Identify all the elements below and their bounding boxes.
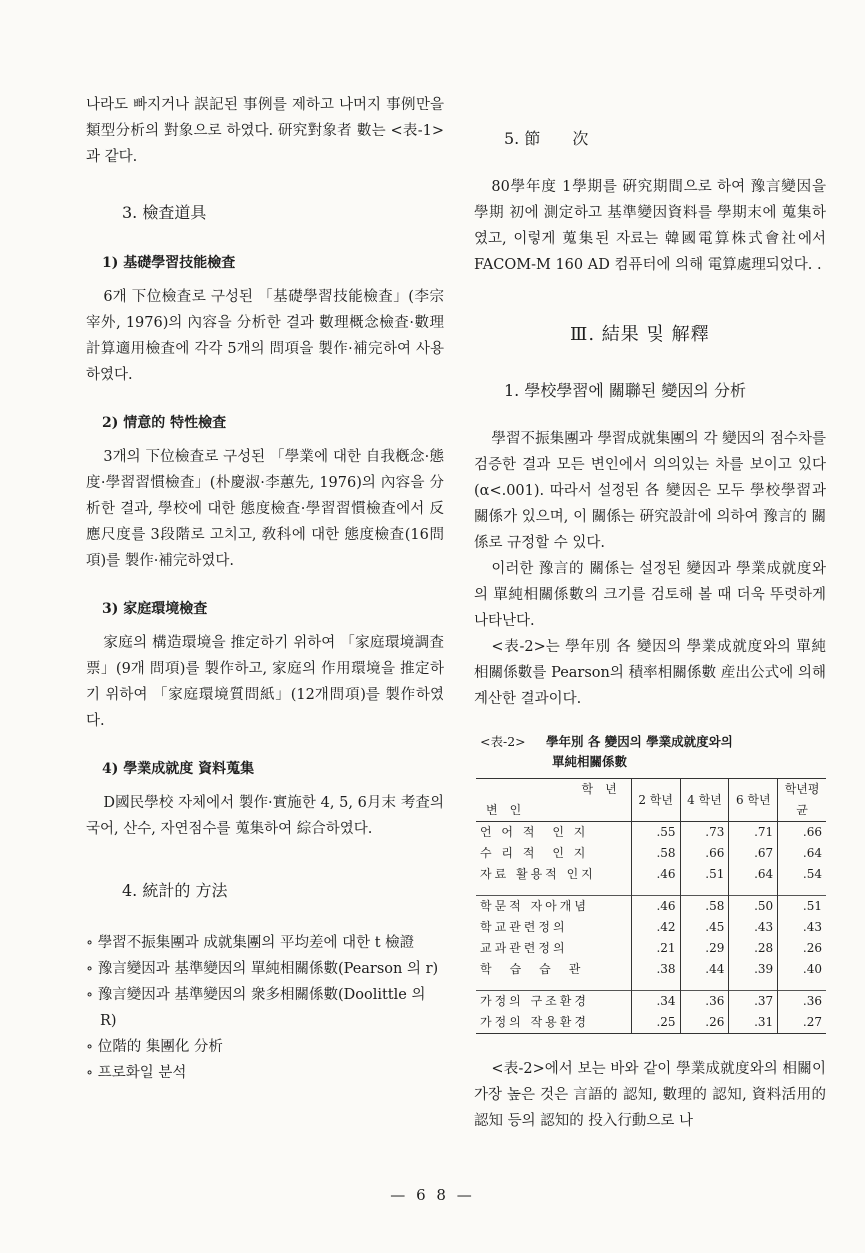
table-cell: .54 <box>778 864 826 885</box>
column-header: 4 학년 <box>680 779 729 822</box>
corner-grade-label: 학 년 <box>581 782 617 796</box>
variable-name: 학교관련정의 <box>480 920 568 934</box>
paragraph-6: 學習不振集團과 學習成就集團의 각 變因의 점수차를 검증한 결과 모든 변인에서 의의있는 차를 보이고 있다(α<.001). 따라서 설정된 各 變因은 모두 學校學習과 關係가 있으며, 이 關係는 硏究設計에 의하여 豫言的 關係로 규정할 수 있다. <box>474 431 826 551</box>
table-cell: .40 <box>778 959 826 980</box>
column-header: 학년평균 <box>778 779 826 822</box>
paragraph-9: <表-2>에서 보는 바와 같이 學業成就度와의 相關이 가장 높은 것은 言語的 認知, 數理的 認知, 資料活用的 認知 등의 認知的 投入行動으로 나 <box>474 1061 826 1129</box>
variable-name: 자료 활용적 인지 <box>480 867 596 881</box>
page-number: — 6 8 — <box>390 1186 475 1204</box>
table-cell: .26 <box>680 1012 729 1034</box>
variable-name: 가정의 구조환경 <box>476 991 631 1013</box>
section-heading-1: 1. 學校學習에 關聯된 變因의 分析 <box>504 381 746 400</box>
table-cell: .43 <box>729 917 778 938</box>
table-caption-line-2: 單純相關係數 <box>552 754 628 769</box>
table-row <box>476 864 826 885</box>
variable-name: 학문적 자아개념 <box>476 896 631 918</box>
table-cell: .64 <box>729 864 778 885</box>
table-cell: .34 <box>631 991 680 1013</box>
table-cell: .26 <box>778 938 826 959</box>
table-cell: .29 <box>680 938 729 959</box>
variable-name: 수 리 적 인 지 <box>480 846 589 860</box>
paragraph-4: D國民學校 자체에서 製作·實施한 4, 5, 6月末 考査의 국어, 산수, 자연점수를 蒐集하여 綜合하였다. <box>86 795 444 837</box>
table-cell: .45 <box>680 917 729 938</box>
section-heading-5: 5. 節 次 <box>504 129 589 148</box>
table-cell: .51 <box>778 896 826 918</box>
table-cell: .36 <box>778 991 826 1013</box>
table-cell: .46 <box>631 864 680 885</box>
table-cell: .39 <box>729 959 778 980</box>
corner-variable-label: 변 인 <box>486 803 522 817</box>
list-item: ∘ 位階的 集團化 分析 <box>86 1034 444 1060</box>
table-cell: .46 <box>631 896 680 918</box>
table-cell: .67 <box>729 843 778 864</box>
group-gap <box>476 885 826 896</box>
table-caption <box>480 732 826 772</box>
left-column <box>86 92 444 1086</box>
table-caption-line-1: 學年別 各 變因의 學業成就度와의 <box>546 734 733 749</box>
table-cell: .44 <box>680 959 729 980</box>
table-cell: .73 <box>680 822 729 844</box>
table-row <box>476 1012 826 1034</box>
column-header: 6 학년 <box>729 779 778 822</box>
variable-name: 언 어 적 인 지 <box>480 825 589 839</box>
paragraph-1: 6개 下位檢査로 구성된 「基礎學習技能檢査」(李宗宰外, 1976)의 內容을 分析한 결과 數理概念檢査·數理計算適用檢査에 각각 5개의 問項을 製作·補完하여 사용하였다. <box>86 289 444 383</box>
table-row <box>476 917 826 938</box>
paragraph-5: 80學年度 1學期를 硏究期間으로 하여 豫言變因을 學期 初에 測定하고 基準變因資料를 學期末에 蒐集하였고, 이렇게 蒐集된 자료는 韓國電算株式會社에서 FACOM-M 160 AD 컴퓨터에 의해 電算處理되었다. . <box>474 179 826 273</box>
table-row <box>476 959 826 980</box>
right-column <box>474 92 826 1134</box>
table-cell: .36 <box>680 991 729 1013</box>
table-cell: .71 <box>729 822 778 844</box>
paragraph-2: 3개의 下位檢査로 구성된 「學業에 대한 自我槪念·態度·學習習慣檢査」(朴慶淑·李蕙先, 1976)의 內容을 分析한 결과, 學校에 대한 態度檢査·學習習慣檢査에서 反應尺度를 3段階로 고치고, 敎科에 대한 態度檢査(16問項)를 製作·補完하였다. <box>86 449 444 569</box>
table-label: <表-2> <box>480 734 526 749</box>
table-row <box>476 843 826 864</box>
chapter-heading: Ⅲ. 結果 및 解釋 <box>570 324 710 345</box>
subheading-3: 3) 家庭環境檢査 <box>102 601 208 617</box>
table-row <box>476 822 826 844</box>
table-corner <box>476 779 631 822</box>
table-cell: .31 <box>729 1012 778 1034</box>
subheading-1: 1) 基礎學習技能檢査 <box>102 255 236 271</box>
list-item: ∘ 豫言變因과 基準變因의 單純相關係數(Pearson 의 r) <box>86 956 444 982</box>
table-cell: .50 <box>729 896 778 918</box>
table-row <box>476 991 826 1013</box>
section-heading-4: 4. 統計的 方法 <box>122 881 228 900</box>
table-cell: .21 <box>631 938 680 959</box>
table-cell: .64 <box>778 843 826 864</box>
subheading-4: 4) 學業成就度 資料蒐集 <box>102 761 255 777</box>
subheading-2: 2) 情意的 特性檢査 <box>102 415 227 431</box>
table-cell: .66 <box>680 843 729 864</box>
table-cell: .37 <box>729 991 778 1013</box>
section-heading-3: 3. 檢査道具 <box>122 203 207 222</box>
table-cell: .38 <box>631 959 680 980</box>
list-item: ∘ 豫言變因과 基準變因의 衆多相關係數(Doolittle 의 R) <box>86 982 444 1034</box>
correlation-table <box>476 778 826 1034</box>
table-cell: .51 <box>680 864 729 885</box>
method-list <box>86 930 444 1086</box>
table-cell: .28 <box>729 938 778 959</box>
table-header-row <box>476 779 826 822</box>
table-row <box>476 896 826 918</box>
table-cell: .42 <box>631 917 680 938</box>
table-cell: .58 <box>680 896 729 918</box>
variable-name: 학 습 습 관 <box>480 962 584 976</box>
table-cell: .55 <box>631 822 680 844</box>
table-cell: .43 <box>778 917 826 938</box>
table-cell: .27 <box>778 1012 826 1034</box>
table-cell: .66 <box>778 822 826 844</box>
variable-name: 교과관련정의 <box>480 941 568 955</box>
paragraph-8: <表-2>는 學年別 各 變因의 學業成就度와의 單純相關係數를 Pearson의 積率相關係數 産出公式에 의해 계산한 결과이다. <box>474 639 826 707</box>
variable-name: 가정의 작용환경 <box>476 1012 631 1034</box>
list-item: ∘ 프로화일 분석 <box>86 1060 444 1086</box>
table-cell: .58 <box>631 843 680 864</box>
paragraph-7: 이러한 豫言的 關係는 설정된 變因과 學業成就度와의 單純相關係數의 크기를 검토해 볼 때 더욱 뚜렷하게 나타난다. <box>474 561 826 629</box>
paragraph-3: 家庭의 構造環境을 推定하기 위하여 「家庭環境調査票」(9개 問項)를 製作하고, 家庭의 作用環境을 推定하기 위하여 「家庭環境質問紙」(12개問項)를 製作하였다. <box>86 635 444 729</box>
table-cell: .25 <box>631 1012 680 1034</box>
group-gap <box>476 980 826 991</box>
column-header: 2 학년 <box>631 779 680 822</box>
intro-paragraph: 나라도 빠지거나 誤記된 事例를 제하고 나머지 事例만을 類型分析의 對象으로 하였다. 研究對象者 數는 <表-1>과 같다. <box>86 97 444 165</box>
table-row <box>476 938 826 959</box>
list-item: ∘ 學習不振集團과 成就集團의 平均差에 대한 t 檢證 <box>86 930 444 956</box>
